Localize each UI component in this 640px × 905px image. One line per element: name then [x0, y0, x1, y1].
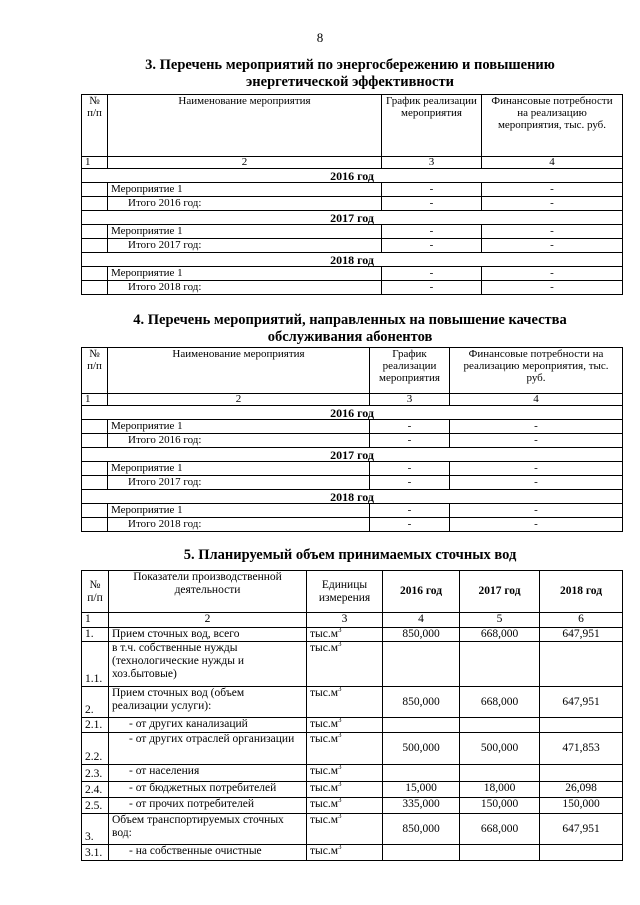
s5-colnum-1: 1 — [82, 613, 109, 628]
s3-total-finance-2016: - — [482, 197, 623, 211]
s5-row-unit: $тыс.м^3$ — [307, 628, 383, 642]
s5-row-2017 — [460, 765, 540, 782]
page-number: 8 — [316, 30, 324, 45]
s5-row-2017 — [460, 642, 540, 687]
s5-row-name: - от других канализаций — [109, 718, 307, 733]
s3-item-finance-2016: - — [482, 183, 623, 197]
s4-item-2018: Мероприятие 1 — [108, 504, 370, 518]
s4-item-schedule-2017: - — [370, 462, 450, 476]
s4-colnum-4: 4 — [450, 394, 623, 406]
s4-header-schedule: График реализации мероприятия — [370, 348, 450, 394]
s5-row-2018: 647,951 — [540, 687, 623, 718]
s3-year-2016: 2016 год — [82, 169, 623, 183]
s5-row-2016: 500,000 — [383, 733, 460, 765]
s4-total-finance-2017: - — [450, 476, 623, 490]
s4-total-schedule-2017: - — [370, 476, 450, 490]
s4-item-2017: Мероприятие 1 — [108, 462, 370, 476]
s3-total-2018: Итого 2018 год: — [108, 281, 382, 295]
s4-year-2016: 2016 год — [82, 406, 623, 420]
s5-row-2017: 18,000 — [460, 782, 540, 798]
s3-total-schedule-2016: - — [382, 197, 482, 211]
s5-row-num: 2.1. — [82, 718, 109, 733]
s4-total-2016: Итого 2016 год: — [108, 434, 370, 448]
s5-row-name: Прием сточных вод, всего — [109, 628, 307, 642]
s5-row-2017: 668,000 — [460, 687, 540, 718]
s3-colnum-3: 3 — [382, 157, 482, 169]
s5-row-2017 — [460, 718, 540, 733]
s3-item-2016: Мероприятие 1 — [108, 183, 382, 197]
s5-row-unit: $тыс.м^3$ — [307, 733, 383, 765]
s5-row-num: 2.4. — [82, 782, 109, 798]
s4-year-2018: 2018 год — [82, 490, 623, 504]
s5-row-unit: $тыс.м^3$ — [307, 718, 383, 733]
s3-item-schedule-2018: - — [382, 267, 482, 281]
s5-row-2016 — [383, 765, 460, 782]
s4-header-name: Наименование мероприятия — [108, 348, 370, 394]
s4-total-finance-2016: - — [450, 434, 623, 448]
s5-row-2018: 26,098 — [540, 782, 623, 798]
s4-total-schedule-2018: - — [370, 518, 450, 532]
s4-item-schedule-2018: - — [370, 504, 450, 518]
s5-header-indicator: Показатели производственной деятельности — [109, 571, 307, 613]
section4-title-line1: 4. Перечень мероприятий, направленных на повышение качества — [133, 312, 567, 328]
s5-row-num: 1. — [82, 628, 109, 642]
s5-row-2018 — [540, 718, 623, 733]
s5-row-unit: $тыс.м^3$ — [307, 798, 383, 814]
s4-item-finance-2018: - — [450, 504, 623, 518]
s4-colnum-2: 2 — [108, 394, 370, 406]
s5-row-2017: 500,000 — [460, 733, 540, 765]
s5-row-unit: $тыс.м^3$ — [307, 642, 383, 687]
s4-total-2018: Итого 2018 год: — [108, 518, 370, 532]
section4-title-line2: обслуживания абонентов — [267, 329, 433, 345]
s5-colnum-5: 5 — [460, 613, 540, 628]
s5-row-name: - от бюджетных потребителей — [109, 782, 307, 798]
s5-row-num: 2.5. — [82, 798, 109, 814]
s5-row-2018 — [540, 845, 623, 861]
s3-header-schedule: График реализации мероприятия — [382, 95, 482, 157]
s5-row-num: 2. — [82, 687, 109, 718]
s5-row-unit: $тыс.м^3$ — [307, 687, 383, 718]
section4-title — [60, 312, 640, 346]
section5-title: 5. Планируемый объем принимаемых сточных вод — [183, 547, 517, 563]
s3-item-schedule-2017: - — [382, 225, 482, 239]
s5-row-2018: 647,951 — [540, 814, 623, 845]
s5-row-2016: 850,000 — [383, 628, 460, 642]
s5-row-2017: 668,000 — [460, 814, 540, 845]
s5-row-name: - от прочих потребителей — [109, 798, 307, 814]
s5-header-2017: 2017 год — [460, 571, 540, 613]
s3-item-2017: Мероприятие 1 — [108, 225, 382, 239]
s4-total-finance-2018: - — [450, 518, 623, 532]
section3-title-line2: энергетической эффективности — [246, 74, 454, 90]
s5-row-2016: 850,000 — [383, 687, 460, 718]
section5-table — [81, 570, 623, 861]
s3-header-name: Наименование мероприятия — [108, 95, 382, 157]
s5-row-unit: $тыс.м^3$ — [307, 765, 383, 782]
s5-row-name: - на собственные очистные — [109, 845, 307, 861]
s3-item-schedule-2016: - — [382, 183, 482, 197]
s5-header-2018: 2018 год — [540, 571, 623, 613]
s5-row-num: 1.1. — [82, 642, 109, 687]
s3-header-finance: Финансовые потребности на реализацию мероприятия, тыс. руб. — [482, 95, 623, 157]
s3-item-finance-2017: - — [482, 225, 623, 239]
s4-item-schedule-2016: - — [370, 420, 450, 434]
s5-row-num: 2.2. — [82, 733, 109, 765]
s3-colnum-4: 4 — [482, 157, 623, 169]
section4-table — [81, 347, 623, 532]
s5-colnum-6: 6 — [540, 613, 623, 628]
s3-colnum-1: 1 — [82, 157, 108, 169]
s5-row-name: - от населения — [109, 765, 307, 782]
s5-row-name: Прием сточных вод (объем реализации услуги): — [109, 687, 307, 718]
s3-total-2017: Итого 2017 год: — [108, 239, 382, 253]
s3-header-num: № п/п — [82, 95, 108, 157]
s3-total-schedule-2017: - — [382, 239, 482, 253]
s5-row-2018: 471,853 — [540, 733, 623, 765]
s5-row-unit: $тыс.м^3$ — [307, 845, 383, 861]
s5-row-name: - от других отраслей организации — [109, 733, 307, 765]
s5-colnum-4: 4 — [383, 613, 460, 628]
s4-item-2016: Мероприятие 1 — [108, 420, 370, 434]
s5-row-unit: $тыс.м^3$ — [307, 782, 383, 798]
s3-year-2018: 2018 год — [82, 253, 623, 267]
s5-header-num: № п/п — [82, 571, 109, 613]
s5-row-name: в т.ч. собственные нужды (технологические нужды и хоз.бытовые) — [109, 642, 307, 687]
s3-item-finance-2018: - — [482, 267, 623, 281]
s5-row-num: 2.3. — [82, 765, 109, 782]
s5-row-2018: 150,000 — [540, 798, 623, 814]
s3-item-2018: Мероприятие 1 — [108, 267, 382, 281]
s5-row-2016: 15,000 — [383, 782, 460, 798]
s5-row-2017: 668,000 — [460, 628, 540, 642]
s3-year-2017: 2017 год — [82, 211, 623, 225]
s5-colnum-3: 3 — [307, 613, 383, 628]
s5-row-2018 — [540, 765, 623, 782]
s4-total-2017: Итого 2017 год: — [108, 476, 370, 490]
s5-row-num: 3.1. — [82, 845, 109, 861]
s5-colnum-2: 2 — [109, 613, 307, 628]
s5-header-2016: 2016 год — [383, 571, 460, 613]
section3-title — [60, 57, 640, 91]
s5-row-num: 3. — [82, 814, 109, 845]
s5-header-unit: Единицы измерения — [307, 571, 383, 613]
s5-row-2016 — [383, 718, 460, 733]
section3-table — [81, 94, 623, 295]
s4-item-finance-2017: - — [450, 462, 623, 476]
s5-row-2017 — [460, 845, 540, 861]
s4-total-schedule-2016: - — [370, 434, 450, 448]
s5-row-2018 — [540, 642, 623, 687]
s3-colnum-2: 2 — [108, 157, 382, 169]
section3-title-line1: 3. Перечень мероприятий по энергосбережению и повышению — [145, 57, 555, 73]
s5-row-name: Объем транспортируемых сточных вод: — [109, 814, 307, 845]
s3-total-schedule-2018: - — [382, 281, 482, 295]
s5-row-2016 — [383, 642, 460, 687]
s5-row-2016: 335,000 — [383, 798, 460, 814]
s4-colnum-1: 1 — [82, 394, 108, 406]
s4-item-finance-2016: - — [450, 420, 623, 434]
s5-row-unit: $тыс.м^3$ — [307, 814, 383, 845]
s3-total-finance-2017: - — [482, 239, 623, 253]
s5-row-2018: 647,951 — [540, 628, 623, 642]
s3-total-finance-2018: - — [482, 281, 623, 295]
s4-header-finance: Финансовые потребности на реализацию мероприятия, тыс. руб. — [450, 348, 623, 394]
s3-total-2016: Итого 2016 год: — [108, 197, 382, 211]
s4-header-num: № п/п — [82, 348, 108, 394]
s5-row-2017: 150,000 — [460, 798, 540, 814]
s5-row-2016: 850,000 — [383, 814, 460, 845]
s4-year-2017: 2017 год — [82, 448, 623, 462]
s5-row-2016 — [383, 845, 460, 861]
s4-colnum-3: 3 — [370, 394, 450, 406]
